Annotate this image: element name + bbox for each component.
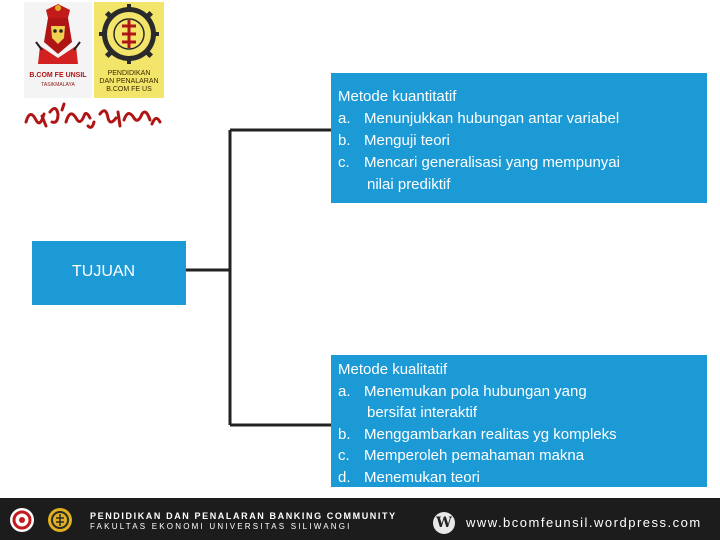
qualitative-item [338, 445, 617, 467]
footer-bar [0, 498, 720, 540]
item-continuation: bersifat interaktif [367, 404, 478, 421]
university-footer-logo-icon [48, 508, 72, 532]
left-logo-caption: B.COM FE UNSIL [29, 72, 87, 79]
item-continuation: nilai prediktif [367, 176, 451, 193]
footer-organization: PENDIDIKAN DAN PENALARAN BANKING COMMUNITY [90, 511, 397, 521]
quantitative-item [338, 152, 620, 174]
item-marker: c. [338, 447, 350, 464]
quantitative-method-text [338, 86, 620, 196]
right-logo-caption-line-1: PENDIDIKAN [107, 70, 151, 77]
website-url-link[interactable]: www.bcomfeunsil.wordpress.com [466, 515, 702, 530]
qualitative-method-text [338, 359, 617, 488]
item-marker: a. [338, 110, 351, 127]
quantitative-item [338, 130, 620, 152]
bcom-footer-logo-icon [10, 508, 34, 532]
left-logo-subcaption: TASIKMALAYA [41, 82, 75, 88]
tujuan-box [32, 241, 186, 305]
right-logo-caption-line-3: B.COM FE US [106, 86, 152, 93]
qualitative-item [338, 467, 617, 489]
qualitative-title: Metode kualitatif [338, 361, 448, 378]
item-text: Menemukan teori [364, 468, 480, 486]
item-text: Menguji teori [364, 132, 450, 149]
item-text: Menggambarkan realitas yg kompleks [364, 425, 617, 443]
quantitative-method-box [331, 73, 707, 203]
qualitative-method-box [331, 355, 707, 487]
item-text: Mencari generalisasi yang mempunyai [364, 154, 620, 171]
item-text: Menemukan pola hubungan yang [364, 382, 587, 400]
item-marker: c. [338, 154, 350, 171]
right-logo-caption-line-2: DAN PENALARAN [99, 78, 159, 85]
item-marker: a. [338, 382, 351, 400]
item-marker: d. [338, 468, 351, 486]
wordpress-icon[interactable]: W [433, 512, 455, 534]
item-text: Memperoleh pemahaman makna [364, 447, 585, 464]
quantitative-title: Metode kuantitatif [338, 88, 457, 105]
item-marker: b. [338, 132, 351, 149]
tujuan-label: TUJUAN [72, 263, 136, 280]
footer-faculty: FAKULTAS EKONOMI UNIVERSITAS SILIWANGI [90, 522, 352, 531]
item-marker: b. [338, 425, 351, 443]
quantitative-item [338, 108, 620, 130]
qualitative-item [338, 424, 617, 446]
item-text: Menunjukkan hubungan antar variabel [364, 110, 620, 127]
qualitative-item [338, 381, 617, 403]
